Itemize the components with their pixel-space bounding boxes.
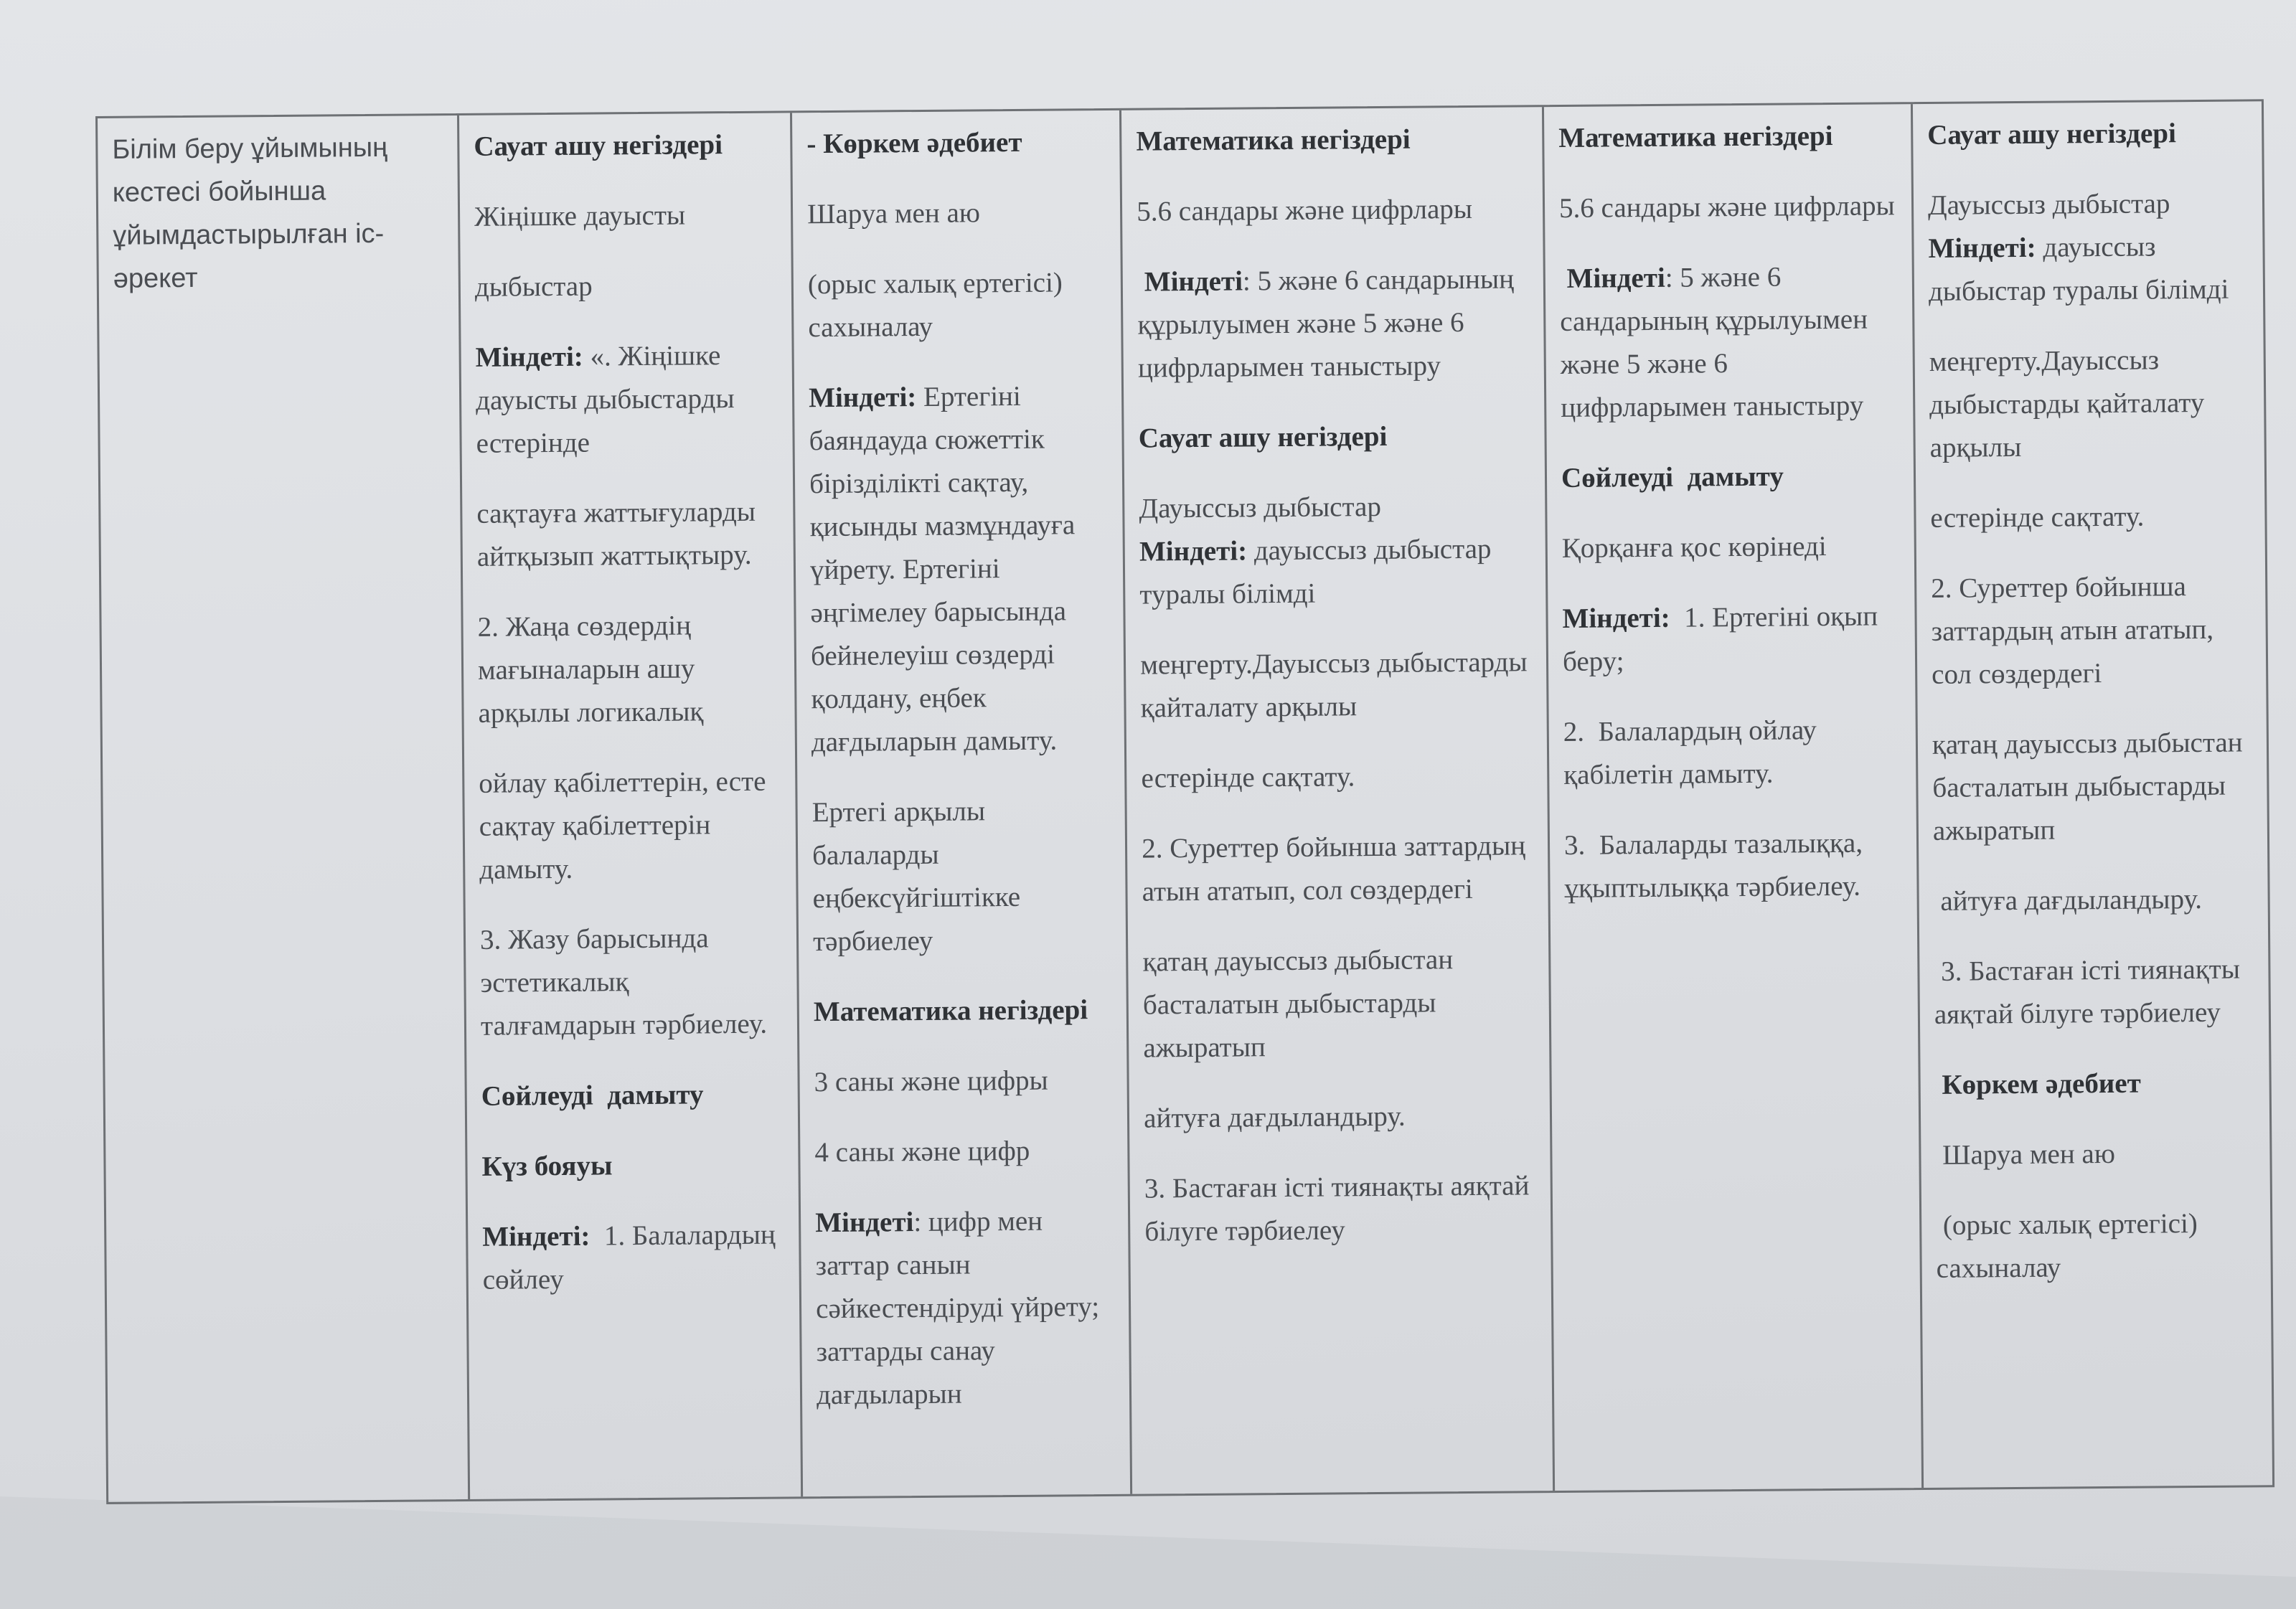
subject-heading: - Көркем әдебиет — [806, 126, 1022, 160]
task-label: Міндеті: — [1562, 602, 1670, 634]
task-body: дауыссыз дыбыстар туралы білімді — [1139, 533, 1499, 610]
topic-text: 5.6 сандары және цифрлары — [1558, 190, 1895, 224]
task-text: 3. Бастаған істі тиянақты аяқтай білуге тәрбиелеу — [1144, 1170, 1537, 1247]
task-text: сақтауға жаттығуларды айтқызып жаттықтыру. — [476, 496, 763, 572]
task-label: Міндеті: — [1139, 535, 1248, 567]
task-label: Міндеті — [815, 1207, 914, 1239]
activity-row-label: Білім беру ұйымының кестесі бойынша ұйымдастырылған іс-әрекет — [112, 132, 395, 294]
table-column-day-3 — [1121, 107, 1555, 1494]
task-label: Міндеті — [1559, 262, 1665, 294]
subject-heading: Сауат ашу негіздері — [474, 129, 723, 162]
task-body: 1. Ертегіні оқып беру; — [1562, 600, 1886, 677]
task-body: : 5 және 6 сандарының құрылуымен және 5 және 6 цифрларымен таныстыру — [1560, 261, 1875, 423]
task-text — [809, 374, 1111, 764]
task-text: меңгерту.Дауыссыз дыбыстарды қайталату арқылы — [1140, 646, 1535, 724]
topic-text: (орыс халық ертегісі) сахыналау — [807, 267, 1070, 344]
task-body: 1. Балалардың сөйлеу — [482, 1219, 783, 1296]
task-body: Ертегіні баяндауда сюжеттік бірізділікті сақтау, қисынды мазмұндауға үйрету. Ертегіні әңгімелеу барысында бейнелеуіш сөздерді қолдану, еңбек дағдыларын дамыту. — [809, 380, 1083, 758]
task-body: : 5 және 6 сандарының құрылуымен және 5 және 6 цифрларымен таныстыру — [1137, 263, 1521, 384]
task-body: : цифр мен заттар санын сәйкестендіруді үйрету; заттарды санау дағдыларын — [815, 1205, 1107, 1411]
task-text — [482, 1213, 786, 1301]
task-text: 2. Суреттер бойынша заттардың атын ататып, сол сөздердегі — [1931, 571, 2221, 690]
topic-text: дыбыстар — [474, 270, 593, 303]
subject-heading: Сауат ашу негіздері — [1138, 420, 1388, 454]
task-text — [1928, 181, 2250, 313]
subject-heading: Сауат ашу негіздері — [1927, 118, 2177, 151]
task-text: естерінде сақтату. — [1930, 501, 2145, 534]
schedule-table — [95, 99, 2274, 1504]
task-text: айтуға дағдыландыру. — [1144, 1100, 1406, 1134]
task-text — [1562, 595, 1902, 684]
table-column-day-2 — [792, 110, 1132, 1497]
topic-text: 5.6 сандары және цифрлары — [1137, 193, 1473, 227]
task-text: естерінде сақтату. — [1141, 761, 1355, 794]
task-text — [475, 334, 779, 466]
topic-text: Шаруа мен аю — [807, 197, 981, 230]
task-text: айтуға дағдыландыру. — [1933, 883, 2203, 917]
subject-heading: Математика негіздері — [1558, 120, 1833, 154]
task-text: Ертегі арқылы балаларды еңбексүйгіштікке тәрбиелеу — [811, 796, 1028, 958]
task-text: меңгерту.Дауыссыз дыбыстарды қайталату арқылы — [1929, 344, 2212, 463]
task-text: 3. Балаларды тазалыққа, ұқыптылыққа тәрбиелеу. — [1563, 827, 1870, 904]
topic-text: Қорқанға қос көрінеді — [1561, 531, 1827, 564]
topic-text: 3 саны және цифры — [814, 1065, 1048, 1098]
task-text: 3. Бастаған істі тиянақты аяқтай білуге тәрбиелеу — [1934, 953, 2247, 1030]
task-text: 2. Жаңа сөздердің мағыналарын ашу арқылы логикалық — [477, 610, 704, 729]
task-text — [1560, 255, 1901, 430]
task-label: Міндеті: — [1928, 232, 2036, 264]
task-text: ойлау қабілеттерін, есте сақтау қабілеттерін дамыту. — [479, 765, 773, 885]
topic-text: 4 саны және цифр — [814, 1135, 1030, 1169]
task-text: қатаң дауыссыз дыбыстан басталатын дыбыстарды ажыратып — [1142, 944, 1461, 1064]
task-text — [1137, 258, 1531, 390]
subject-heading: Математика негіздері — [1136, 123, 1411, 157]
task-label: Міндеті: — [809, 382, 917, 414]
task-text: 2. Балалардың ойлау қабілетін дамыту. — [1563, 714, 1824, 791]
task-text: 3. Жазу барысында эстетикалық талғамдарын тәрбиелеу. — [479, 923, 768, 1042]
task-body: «. Жіңішке дауысты дыбыстарды естерінде — [475, 340, 742, 459]
subject-heading: Сөйлеуді дамыту — [1561, 461, 1784, 494]
task-text — [815, 1199, 1116, 1417]
subject-heading: Математика негіздері — [813, 994, 1088, 1028]
task-label: Міндеті — [1137, 265, 1243, 298]
table-column-day-1 — [459, 113, 803, 1499]
table-column-day-4 — [1544, 104, 1924, 1491]
topic-text: (орыс халық ертегісі) сахыналау — [1936, 1207, 2205, 1284]
topic-text: Жіңішке дауысты — [474, 199, 686, 232]
task-label: Міндеті: — [482, 1220, 591, 1252]
subject-heading: Сөйлеуді дамыту — [481, 1079, 704, 1112]
topic-heading: Күз бояуы — [481, 1150, 613, 1182]
topic-text: Шаруа мен аю — [1935, 1138, 2116, 1171]
table-column-day-5 — [1913, 101, 2272, 1488]
task-label: Міндеті: — [475, 341, 583, 373]
task-text: қатаң дауыссыз дыбыстан басталатын дыбыстарды ажыратып — [1932, 727, 2250, 846]
task-body: дауыссыз дыбыстар туралы білімді — [1928, 231, 2229, 307]
task-text: 2. Суреттер бойынша заттардың атын ататып, сол сөздердегі — [1142, 830, 1533, 907]
table-column-activity-label — [98, 115, 470, 1502]
topic-text: Дауыссыз дыбыстар — [1927, 188, 2170, 221]
task-text — [1139, 484, 1533, 616]
topic-text: Дауыссыз дыбыстар — [1139, 491, 1382, 524]
subject-heading: Көркем әдебиет — [1934, 1067, 2141, 1100]
